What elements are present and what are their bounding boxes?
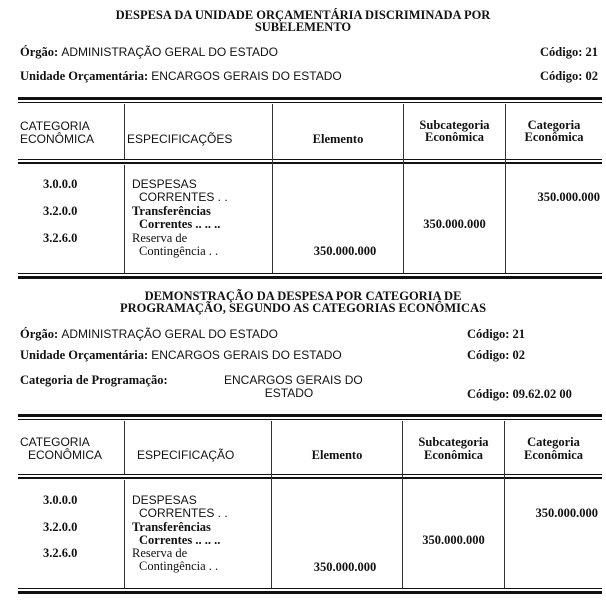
- header-categoria-economica: Econômica: [523, 448, 584, 462]
- programacao-value: ESTADO: [264, 386, 314, 400]
- table-bottom-rule: [18, 276, 602, 279]
- column-divider: [124, 165, 125, 273]
- header-rule: [18, 159, 602, 160]
- code-cell: 3.2.0.0: [43, 204, 78, 218]
- header-categoria: ECONÔMICA: [20, 132, 95, 146]
- spec-cell: Transferências: [132, 204, 211, 218]
- column-divider: [124, 421, 125, 474]
- spec-cell: CORRENTES . .: [139, 506, 228, 520]
- table-bottom-rule: [18, 591, 602, 594]
- spec-cell: Correntes .. .. ..: [139, 217, 221, 231]
- unidade-codigo: Código: 02: [540, 69, 598, 83]
- table-top-rule: [18, 97, 602, 100]
- table-bottom-rule-thin: [18, 588, 602, 589]
- section-title: DEMONSTRAÇÃO DA DESPESA POR CATEGORIA DE: [144, 289, 462, 303]
- header-categoria-economica: Econômica: [524, 130, 584, 144]
- column-divider: [124, 104, 125, 159]
- header-especificacao: ESPECIFICAÇÃO: [137, 448, 235, 462]
- spec-cell: DESPESAS: [132, 493, 197, 507]
- unidade-label: Unidade Orçamentária:: [20, 69, 149, 83]
- table-top-rule-thin: [18, 102, 602, 103]
- orgao-line: [20, 46, 278, 59]
- column-divider: [271, 421, 272, 588]
- orgao-line: [20, 328, 278, 341]
- unidade-label: Unidade Orçamentária:: [20, 348, 149, 362]
- programacao-codigo: Código: 09.62.02 00: [467, 387, 572, 401]
- header-subcategoria: Econômica: [423, 448, 484, 462]
- table-top-rule: [18, 414, 602, 417]
- elemento-value: 350.000.000: [313, 244, 377, 258]
- spec-cell: Correntes .. .. ..: [139, 533, 221, 547]
- section-title: PROGRAMAÇÃO, SEGUNDO AS CATEGORIAS ECONÔMICAS: [119, 301, 487, 315]
- spec-cell: Reserva de: [132, 546, 188, 560]
- code-cell: 3.0.0.0: [43, 493, 78, 507]
- code-cell: 3.2.6.0: [43, 546, 78, 560]
- header-rule: [18, 474, 602, 475]
- unidade-line: [20, 70, 342, 83]
- code-cell: 3.2.6.0: [43, 231, 78, 245]
- header-elemento: Elemento: [311, 448, 363, 462]
- subcategoria-value: 350.000.000: [423, 217, 486, 231]
- spec-cell: Transferências: [132, 520, 211, 534]
- orgao-label: Órgão:: [20, 327, 59, 341]
- header-categoria-economica: Categoria: [527, 435, 580, 449]
- code-cell: 3.0.0.0: [43, 177, 78, 191]
- header-categoria: ECONÔMICA: [28, 448, 103, 462]
- orgao-label: Órgão:: [20, 45, 59, 59]
- unidade-line: [20, 349, 342, 362]
- header-subcategoria: Econômica: [424, 130, 485, 144]
- subcategoria-value: 350.000.000: [422, 533, 485, 547]
- table-top-rule-thin: [18, 419, 602, 420]
- table-bottom-rule-thin: [18, 273, 602, 274]
- header-categoria-economica: Categoria: [527, 118, 581, 132]
- code-cell: 3.2.0.0: [43, 520, 78, 534]
- column-divider: [124, 480, 125, 588]
- orgao-value: ADMINISTRAÇÃO GERAL DO ESTADO: [61, 327, 279, 341]
- orgao-codigo: Código: 21: [467, 327, 525, 341]
- header-categoria: CATEGORIA: [20, 435, 90, 449]
- orgao-codigo: Código: 21: [540, 45, 598, 59]
- header-categoria: CATEGORIA: [20, 119, 90, 133]
- header-subcategoria: Subcategoria: [418, 435, 489, 449]
- categoria-value: 350.000.000: [535, 506, 598, 520]
- unidade-value: ENCARGOS GERAIS DO ESTADO: [151, 348, 342, 362]
- categoria-value: 350.000.000: [537, 190, 600, 204]
- header-especificacoes: ESPECIFICAÇÕES: [127, 132, 233, 146]
- header-elemento: Elemento: [312, 132, 364, 146]
- unidade-value: ENCARGOS GERAIS DO ESTADO: [151, 69, 342, 83]
- spec-cell: Reserva de: [132, 231, 188, 245]
- unidade-codigo: Código: 02: [467, 348, 525, 362]
- section-title: SUBELEMENTO: [254, 20, 352, 34]
- elemento-value: 350.000.000: [313, 560, 377, 574]
- header-rule-thick: [18, 477, 602, 479]
- spec-cell: CORRENTES . .: [139, 190, 228, 204]
- header-rule-thick: [18, 162, 602, 164]
- programacao-label: Categoria de Programação:: [20, 373, 168, 387]
- orgao-value: ADMINISTRAÇÃO GERAL DO ESTADO: [61, 45, 279, 59]
- programacao-value: ENCARGOS GERAIS DO: [224, 373, 363, 387]
- spec-cell: DESPESAS: [132, 177, 197, 191]
- column-divider: [272, 104, 273, 273]
- spec-cell: Contingência . .: [139, 559, 219, 573]
- spec-cell: Contingência . .: [139, 244, 219, 258]
- header-subcategoria: Subcategoria: [419, 118, 490, 132]
- section-title: DESPESA DA UNIDADE ORÇAMENTÁRIA DISCRIMINADA POR: [115, 8, 491, 22]
